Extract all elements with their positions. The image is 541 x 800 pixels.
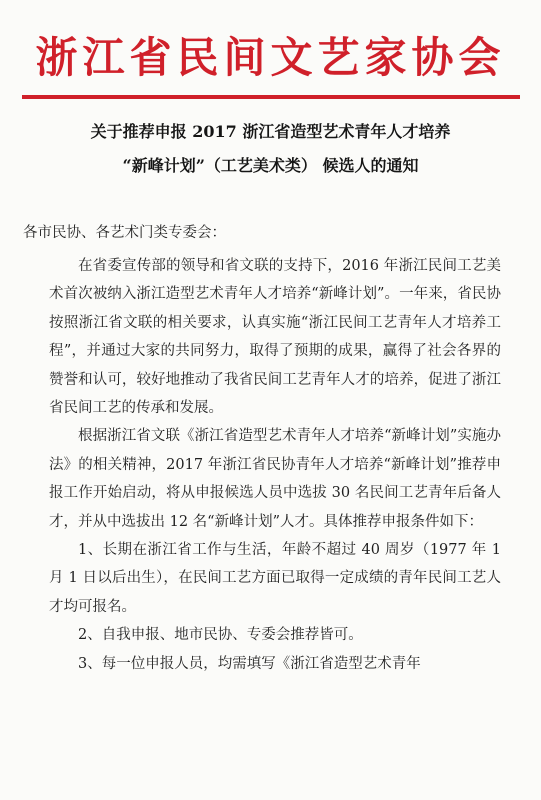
notice-salutation: 各市民协、各艺术门类专委会： <box>23 225 226 241</box>
notice-title-line-2: “新峰计划”（工艺美术类） 候选人的通知 <box>122 156 419 175</box>
notice-title-line-1: 关于推荐申报 2017 浙江省造型艺术青年人才培养 <box>90 122 451 141</box>
requirement-item-2: 2、自我申报、地市民协、专委会推荐皆可。 <box>78 627 363 644</box>
letterhead-red-rule <box>22 95 520 99</box>
notice-body <box>49 252 501 678</box>
requirement-item-3: 3、每一位申报人员，均需填写《浙江省造型艺术青年 <box>78 655 421 672</box>
body-paragraph-2: 根据浙江省文联《浙江省造型艺术青年人才培养“新峰计划”实施办法》的相关精神，2017 年浙江省民协青年人才培养“新峰计划”推荐申报工作开始启动，将从申报候选人员中选拔 30 名民间工艺青年后备人才，并从中选拔出 12 名“新峰计划”人才。具体推荐申报条件如下： <box>49 428 501 530</box>
requirement-item-1: 1、长期在浙江省工作与生活，年龄不超过 40 周岁（1977 年 1 月 1 日以后出生），在民间工艺方面已取得一定成绩的青年民间工艺人才均可报名。 <box>49 542 501 615</box>
body-paragraph-1: 在省委宣传部的领导和省文联的支持下，2016 年浙江民间工艺美术首次被纳入浙江造型艺术青年人才培养“新峰计划”。一年来，省民协按照浙江省文联的相关要求，认真实施“浙江民间工艺青年人才培养工程”，并通过大家的共同努力，取得了预期的成果，赢得了社会各界的赞誉和认可，较好地推动了我省民间工艺青年人才的培养，促进了浙江省民间工艺的传承和发展。 <box>49 258 501 417</box>
letterhead-organization-name: 浙江省民间文艺家协会 <box>35 33 506 82</box>
